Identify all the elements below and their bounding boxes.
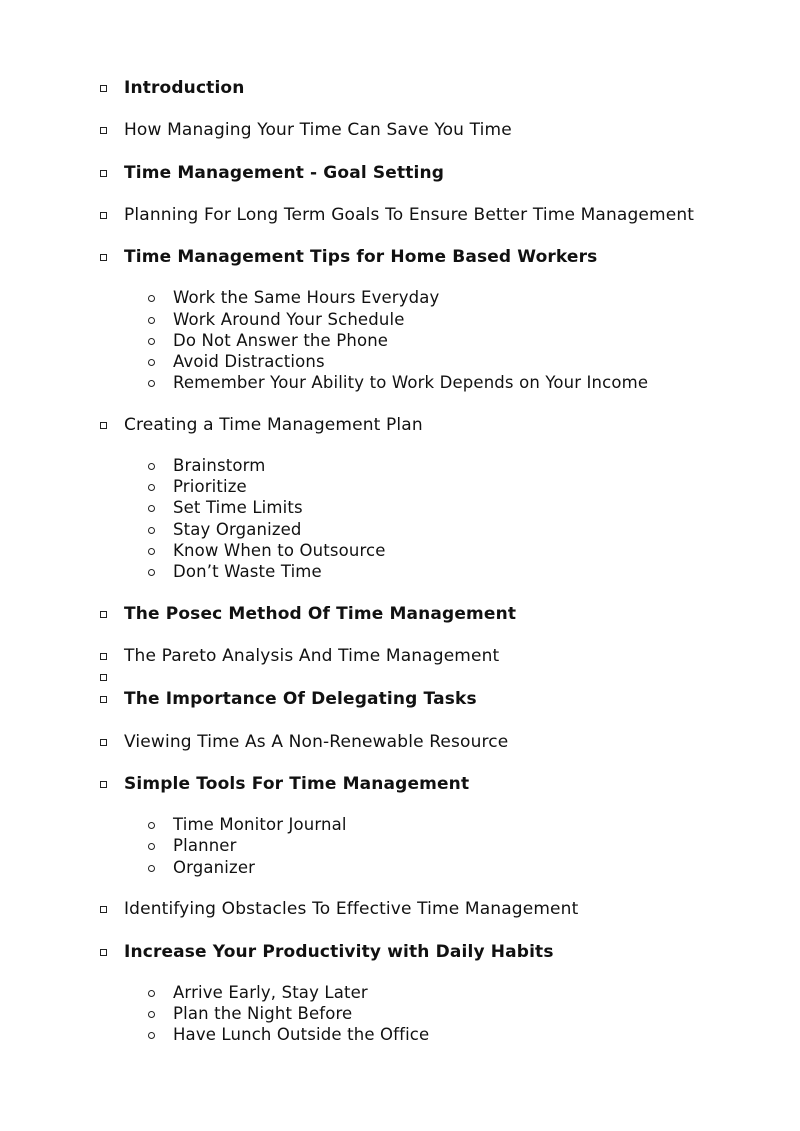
item-text: Brainstorm [173, 456, 266, 475]
circle-bullet-icon [148, 843, 155, 850]
square-bullet-icon [100, 212, 107, 219]
toc-item [100, 603, 516, 625]
toc-item [100, 731, 508, 753]
toc-item [100, 645, 499, 667]
item-text: Prioritize [173, 477, 247, 496]
square-bullet-icon [100, 906, 107, 913]
square-bullet-icon [100, 170, 107, 177]
circle-bullet-icon [148, 463, 155, 470]
item-text: Arrive Early, Stay Later [173, 983, 368, 1002]
toc-item [100, 119, 512, 141]
square-bullet-icon [100, 781, 107, 788]
item-text: Know When to Outsource [173, 541, 386, 560]
item-text: Simple Tools For Time Management [124, 774, 470, 794]
toc-item [100, 414, 423, 436]
square-bullet-icon [100, 85, 107, 92]
circle-bullet-icon [148, 484, 155, 491]
toc-subitem [148, 1003, 352, 1025]
square-bullet-icon [100, 254, 107, 261]
toc-item [100, 246, 597, 268]
square-bullet-icon [100, 127, 107, 134]
item-text: Planner [173, 836, 237, 855]
item-text: Increase Your Productivity with Daily Habits [124, 942, 554, 962]
circle-bullet-icon [148, 338, 155, 345]
square-bullet-icon [100, 949, 107, 956]
toc-subitem [148, 351, 325, 373]
item-text: The Importance Of Delegating Tasks [124, 689, 477, 709]
toc-item [100, 204, 694, 226]
item-text: Don’t Waste Time [173, 562, 322, 581]
toc-subitem [148, 519, 302, 541]
toc-subitem [148, 455, 265, 477]
toc-item [100, 666, 124, 688]
item-text: Set Time Limits [173, 498, 303, 517]
circle-bullet-icon [148, 990, 155, 997]
circle-bullet-icon [148, 295, 155, 302]
item-text: Time Management - Goal Setting [124, 163, 445, 183]
item-text: Creating a Time Management Plan [124, 415, 423, 435]
square-bullet-icon [100, 696, 107, 703]
square-bullet-icon [100, 739, 107, 746]
toc-item [100, 77, 245, 99]
toc-subitem [148, 1024, 429, 1046]
item-text: How Managing Your Time Can Save You Time [124, 120, 512, 140]
circle-bullet-icon [148, 822, 155, 829]
item-text: Work Around Your Schedule [173, 310, 405, 329]
toc-subitem [148, 497, 303, 519]
item-text: Stay Organized [173, 520, 302, 539]
square-bullet-icon [100, 674, 107, 681]
toc-item [100, 688, 477, 710]
item-text: Remember Your Ability to Work Depends on Your Income [173, 373, 649, 392]
item-text: Plan the Night Before [173, 1004, 353, 1023]
toc-subitem [148, 857, 255, 879]
circle-bullet-icon [148, 505, 155, 512]
square-bullet-icon [100, 653, 107, 660]
toc-item [100, 773, 469, 795]
circle-bullet-icon [148, 380, 155, 387]
item-text: Do Not Answer the Phone [173, 331, 389, 350]
circle-bullet-icon [148, 1011, 155, 1018]
toc-subitem [148, 372, 648, 394]
item-text: Avoid Distractions [173, 352, 325, 371]
item-text: The Pareto Analysis And Time Management [124, 646, 500, 666]
toc-subitem [148, 561, 322, 583]
square-bullet-icon [100, 611, 107, 618]
circle-bullet-icon [148, 527, 155, 534]
item-text: Introduction [124, 78, 245, 98]
item-text: Identifying Obstacles To Effective Time Management [124, 899, 579, 919]
toc-subitem [148, 540, 386, 562]
toc-subitem [148, 476, 247, 498]
item-text: Work the Same Hours Everyday [173, 288, 440, 307]
circle-bullet-icon [148, 359, 155, 366]
circle-bullet-icon [148, 865, 155, 872]
item-text: Time Monitor Journal [173, 815, 347, 834]
toc-item [100, 162, 444, 184]
circle-bullet-icon [148, 569, 155, 576]
toc-item [100, 941, 554, 963]
item-text: Viewing Time As A Non-Renewable Resource [124, 732, 509, 752]
item-text: The Posec Method Of Time Management [124, 604, 517, 624]
toc-subitem [148, 835, 237, 857]
item-text: Organizer [173, 858, 256, 877]
toc-subitem [148, 982, 368, 1004]
item-text: Planning For Long Term Goals To Ensure Better Time Management [124, 205, 695, 225]
circle-bullet-icon [148, 548, 155, 555]
toc-subitem [148, 287, 439, 309]
toc-item [100, 898, 578, 920]
toc-subitem [148, 814, 347, 836]
item-text: Have Lunch Outside the Office [173, 1025, 430, 1044]
toc-subitem [148, 330, 388, 352]
toc-subitem [148, 309, 405, 331]
circle-bullet-icon [148, 317, 155, 324]
square-bullet-icon [100, 422, 107, 429]
item-text: Time Management Tips for Home Based Workers [124, 247, 598, 267]
circle-bullet-icon [148, 1032, 155, 1039]
